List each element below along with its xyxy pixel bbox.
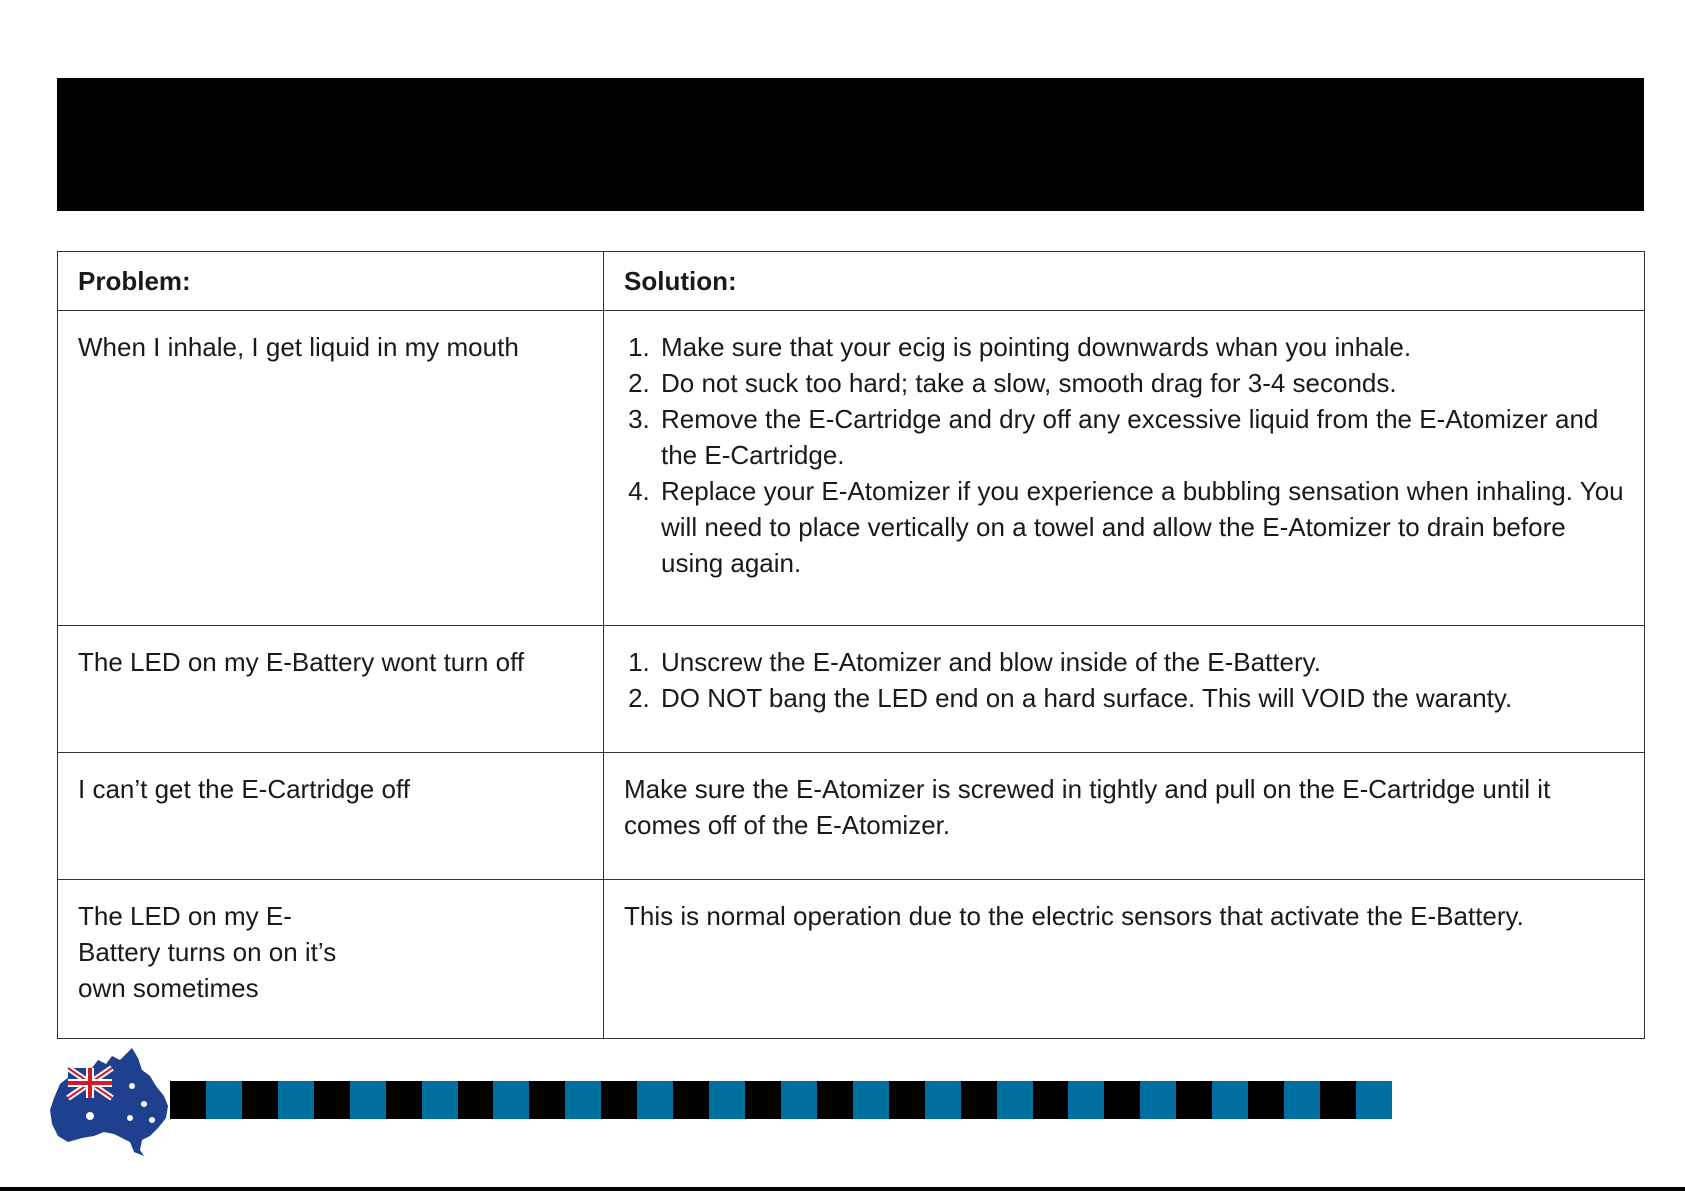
strip-block: [1284, 1081, 1320, 1119]
strip-block: [206, 1081, 242, 1119]
solution-item: 2. DO NOT bang the LED end on a hard surface. This will VOID the waranty.: [657, 680, 1624, 716]
problem-header: Problem:: [58, 252, 604, 311]
strip-block: [925, 1081, 961, 1119]
problem-cell: I can’t get the E-Cartridge off: [58, 753, 604, 880]
table-header-row: [58, 252, 1645, 311]
strip-block: [1356, 1081, 1392, 1119]
strip-block: [493, 1081, 529, 1119]
strip-block: [745, 1081, 781, 1119]
strip-block: [458, 1081, 494, 1119]
strip-block: [601, 1081, 637, 1119]
solution-cell: This is normal operation due to the electric sensors that activate the E-Battery.: [604, 880, 1645, 1039]
strip-block: [529, 1081, 565, 1119]
solution-list: [624, 644, 1624, 716]
strip-block: [673, 1081, 709, 1119]
strip-block: [781, 1081, 817, 1119]
strip-block: [386, 1081, 422, 1119]
strip-block: [1068, 1081, 1104, 1119]
solution-item: 3. Remove the E-Cartridge and dry off any excessive liquid from the E-Atomizer and the E-Cartridge.: [657, 401, 1624, 473]
solution-cell: [604, 626, 1645, 753]
table-row: [58, 880, 1645, 1039]
strip-block: [314, 1081, 350, 1119]
strip-block: [422, 1081, 458, 1119]
solution-item: 4. Replace your E-Atomizer if you experience a bubbling sensation when inhaling. You will need to place vertically on a towel and allow the E-Atomizer to drain before using again.: [657, 473, 1624, 581]
strip-block: [1212, 1081, 1248, 1119]
solution-item: 1. Unscrew the E-Atomizer and blow inside of the E-Battery.: [657, 644, 1624, 680]
checkered-strip: [170, 1081, 1392, 1119]
strip-block: [278, 1081, 314, 1119]
problem-cell: The LED on my E-Battery wont turn off: [58, 626, 604, 753]
solution-item: 1. Make sure that your ecig is pointing downwards whan you inhale.: [657, 329, 1624, 365]
solution-list: [624, 329, 1624, 581]
strip-block: [709, 1081, 745, 1119]
solution-item: 2. Do not suck too hard; take a slow, smooth drag for 3-4 seconds.: [657, 365, 1624, 401]
strip-block: [1104, 1081, 1140, 1119]
australia-flag-map-icon: [46, 1046, 174, 1158]
bottom-rule: [0, 1187, 1685, 1191]
strip-block: [350, 1081, 386, 1119]
solution-header: Solution:: [604, 252, 1645, 311]
strip-block: [889, 1081, 925, 1119]
strip-block: [1140, 1081, 1176, 1119]
strip-block: [242, 1081, 278, 1119]
strip-block: [170, 1081, 206, 1119]
strip-block: [997, 1081, 1033, 1119]
header-bar: [57, 78, 1644, 211]
solution-cell: Make sure the E-Atomizer is screwed in tightly and pull on the E-Cartridge until it comes off of the E-Atomizer.: [604, 753, 1645, 880]
strip-block: [1033, 1081, 1069, 1119]
problem-cell: When I inhale, I get liquid in my mouth: [58, 311, 604, 626]
solution-cell: [604, 311, 1645, 626]
strip-block: [637, 1081, 673, 1119]
strip-block: [1176, 1081, 1212, 1119]
problem-cell: The LED on my E-Battery turns on on it’s own sometimes: [58, 880, 604, 1039]
strip-block: [1248, 1081, 1284, 1119]
table-row: [58, 753, 1645, 880]
strip-block: [1320, 1081, 1356, 1119]
table-row: [58, 311, 1645, 626]
strip-block: [565, 1081, 601, 1119]
table-row: [58, 626, 1645, 753]
strip-block: [961, 1081, 997, 1119]
strip-block: [817, 1081, 853, 1119]
strip-block: [853, 1081, 889, 1119]
troubleshooting-table: [57, 251, 1645, 1039]
